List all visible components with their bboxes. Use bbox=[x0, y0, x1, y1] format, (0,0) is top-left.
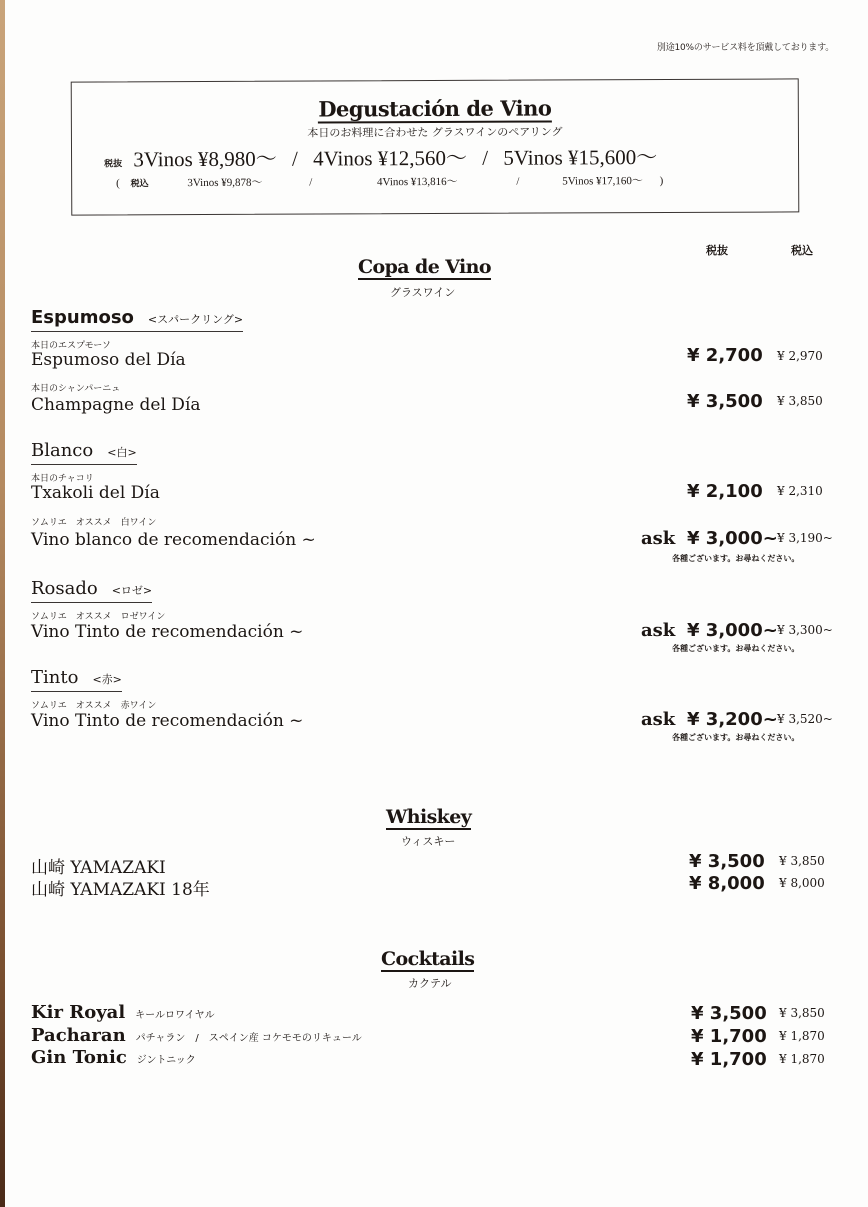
section-subtitle-copa: グラスワイン bbox=[390, 286, 456, 299]
column-tax-excl: 税抜 bbox=[706, 244, 728, 257]
category-name: Blanco bbox=[31, 440, 94, 461]
price-tax-incl: ¥ 3,850 bbox=[779, 1006, 825, 1020]
cocktail-name: Pacharan bbox=[31, 1025, 126, 1046]
tasting-5-excl: 5Vinos ¥15,600～ bbox=[503, 145, 658, 170]
cocktail-name: Gin Tonic bbox=[31, 1047, 127, 1068]
tasting-prices-incl bbox=[116, 172, 663, 190]
price-tax-incl: ¥ 2,310 bbox=[777, 484, 823, 498]
cocktail-jp: パチャラン / スペイン産 コケモモのリキュール bbox=[135, 1033, 362, 1044]
separator: / bbox=[482, 145, 489, 170]
category-blanco bbox=[31, 440, 137, 465]
category-rosado bbox=[31, 578, 152, 603]
price-tax-incl: ¥ 2,970 bbox=[777, 349, 823, 363]
category-tinto bbox=[31, 667, 122, 692]
whiskey-item-name: 山崎 YAMAZAKI 18年 bbox=[31, 880, 210, 900]
category-jp: <ロゼ> bbox=[111, 584, 153, 597]
price-tax-incl: ¥ 3,520~ bbox=[777, 712, 833, 726]
price-tax-excl: ¥ 1,700 bbox=[691, 1049, 767, 1070]
price-tax-excl: ¥ 3,000~ bbox=[687, 528, 778, 549]
item-kana: ソムリエ オススメ 赤ワイン bbox=[31, 701, 157, 711]
item-name: Vino Tinto de recomendación ~ bbox=[31, 711, 304, 731]
open-paren: ( bbox=[116, 177, 120, 190]
price-tax-excl: ¥ 3,000~ bbox=[687, 620, 778, 641]
item-name: Txakoli del Día bbox=[31, 483, 160, 503]
price-tax-incl: ¥ 8,000 bbox=[779, 876, 825, 890]
item-kana: ソムリエ オススメ 白ワイン bbox=[31, 518, 157, 528]
separator: / bbox=[309, 176, 313, 189]
item-kana: ソムリエ オススメ ロゼワイン bbox=[31, 612, 166, 622]
separator: / bbox=[516, 175, 520, 188]
price-tax-incl: ¥ 3,850 bbox=[779, 854, 825, 868]
category-jp: <赤> bbox=[92, 673, 122, 686]
cocktail-jp: キールロワイヤル bbox=[135, 1010, 215, 1021]
price-tax-incl: ¥ 3,190~ bbox=[777, 531, 833, 545]
tasting-subtitle: 本日のお料理に合わせた グラスワインのペアリング bbox=[307, 125, 563, 140]
section-subtitle-whiskey: ウィスキー bbox=[401, 835, 456, 848]
ask-note: 各種ございます。お尋ねください。 bbox=[672, 644, 800, 653]
category-name: Rosado bbox=[31, 578, 98, 599]
section-title-copa bbox=[358, 256, 491, 278]
price-tax-excl: ¥ 8,000 bbox=[689, 873, 765, 894]
item-kana: 本日のエスプモーソ bbox=[31, 341, 111, 351]
ask-note: 各種ございます。お尋ねください。 bbox=[672, 733, 800, 742]
price-tax-excl: ¥ 2,100 bbox=[687, 481, 763, 502]
cocktail-item bbox=[31, 1047, 196, 1068]
tax-incl-label: 税込 bbox=[130, 179, 149, 190]
price-tax-incl: ¥ 3,850 bbox=[777, 394, 823, 408]
category-espumoso bbox=[31, 307, 243, 332]
item-kana: 本日のシャンパーニュ bbox=[31, 384, 121, 394]
close-paren: ) bbox=[659, 175, 664, 188]
category-jp: <白> bbox=[107, 446, 137, 459]
cocktail-jp: ジントニック bbox=[136, 1055, 196, 1066]
item-kana: 本日のチャコリ bbox=[31, 474, 94, 484]
tasting-3-excl: 3Vinos ¥8,980～ bbox=[133, 146, 277, 172]
cocktail-item bbox=[31, 1025, 362, 1046]
service-charge-note: 別途10%のサービス料を頂戴しております。 bbox=[656, 43, 834, 53]
tasting-4-incl: 4Vinos ¥13,816～ bbox=[377, 175, 458, 189]
tasting-title-text: Degustación de Vino bbox=[318, 95, 552, 122]
tasting-title bbox=[72, 94, 798, 122]
separator: / bbox=[291, 146, 298, 171]
tasting-prices-excl bbox=[104, 141, 657, 173]
tax-excl-label: 税抜 bbox=[104, 159, 123, 170]
tasting-3-incl: 3Vinos ¥9,878～ bbox=[187, 176, 263, 190]
price-tax-excl: ¥ 3,500 bbox=[687, 391, 763, 412]
tasting-5-incl: 5Vinos ¥17,160～ bbox=[562, 175, 643, 188]
price-tax-excl: ¥ 2,700 bbox=[687, 345, 763, 366]
whiskey-item-name: 山崎 YAMAZAKI bbox=[31, 858, 166, 878]
category-jp: <スパークリング> bbox=[147, 313, 244, 326]
category-name: Espumoso bbox=[31, 307, 134, 328]
category-name: Tinto bbox=[31, 667, 79, 688]
price-tax-incl: ¥ 1,870 bbox=[779, 1029, 825, 1043]
price-tax-excl: ¥ 3,500 bbox=[689, 851, 765, 872]
price-tax-incl: ¥ 3,300~ bbox=[777, 623, 833, 637]
price-tax-incl: ¥ 1,870 bbox=[779, 1052, 825, 1066]
whiskey-title-text: Whiskey bbox=[386, 806, 472, 828]
cocktail-name: Kir Royal bbox=[31, 1002, 126, 1023]
cocktails-title-text: Cocktails bbox=[381, 948, 475, 970]
section-subtitle-cocktails: カクテル bbox=[408, 977, 452, 990]
item-name: Champagne del Día bbox=[31, 395, 201, 415]
section-title-cocktails bbox=[381, 948, 474, 970]
ask-label: ask bbox=[641, 528, 676, 549]
page-edge-shadow bbox=[0, 0, 5, 1207]
item-name: Vino blanco de recomendación ~ bbox=[31, 530, 316, 550]
ask-label: ask bbox=[641, 620, 676, 641]
tasting-4-excl: 4Vinos ¥12,560～ bbox=[313, 145, 468, 171]
section-title-whiskey bbox=[386, 806, 471, 828]
price-tax-excl: ¥ 3,500 bbox=[691, 1003, 767, 1024]
copa-title-text: Copa de Vino bbox=[358, 256, 491, 278]
item-name: Vino Tinto de recomendación ~ bbox=[31, 622, 304, 642]
tasting-pairing-box bbox=[71, 78, 800, 215]
price-tax-excl: ¥ 1,700 bbox=[691, 1026, 767, 1047]
column-tax-incl: 税込 bbox=[791, 244, 813, 257]
cocktail-item bbox=[31, 1002, 215, 1023]
price-tax-excl: ¥ 3,200~ bbox=[687, 709, 778, 730]
ask-label: ask bbox=[641, 709, 676, 730]
ask-note: 各種ございます。お尋ねください。 bbox=[672, 554, 800, 563]
item-name: Espumoso del Día bbox=[31, 350, 186, 370]
